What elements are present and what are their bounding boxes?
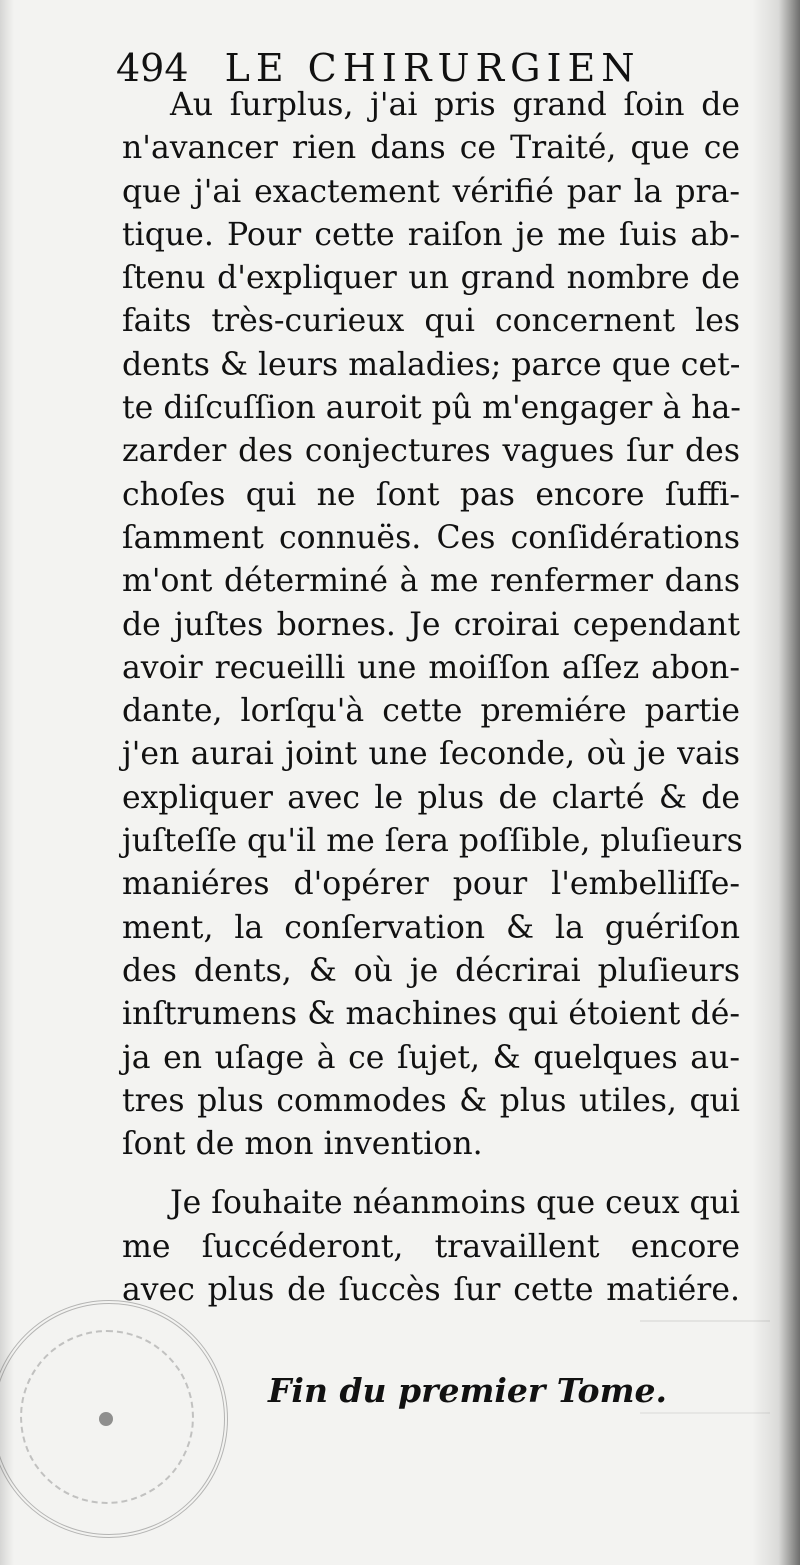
- text-line: me ſuccéderont, travaillent encore: [122, 1228, 740, 1265]
- text-line: expliquer avec le plus de clarté & de: [122, 779, 740, 816]
- text-line: des dents, & où je décrirai pluſieurs: [122, 952, 740, 989]
- paragraph-1: [122, 84, 743, 1166]
- text-line: ment, la conſervation & la guériſon: [122, 909, 740, 946]
- running-title: LE CHIRURGIEN: [224, 46, 641, 90]
- paragraph-gap: [122, 1166, 740, 1182]
- text-line: choſes qui ne ſont pas encore ſuffi-: [122, 476, 740, 513]
- text-line: tres plus commodes & plus utiles, qui: [122, 1082, 740, 1119]
- text-line: avoir recueilli une moiſſon aſſez abon-: [122, 649, 740, 686]
- text-line: ſtenu d'expliquer un grand nombre de: [122, 260, 740, 297]
- text-line: ſamment connuës. Ces conſidérations: [122, 519, 740, 556]
- text-line: inſtrumens & machines qui étoient dé-: [122, 996, 740, 1033]
- text-line: avec plus de ſuccès ſur cette matiére.: [122, 1272, 740, 1309]
- paragraph-2: [122, 1182, 740, 1312]
- text-line: ja en uſage à ce ſujet, & quelques au-: [122, 1039, 740, 1076]
- body-text: [122, 84, 743, 1312]
- text-line: que j'ai exactement vérifié par la pra-: [122, 173, 740, 210]
- text-line: dents & leurs maladies; parce que cet-: [122, 346, 741, 383]
- text-line: ſont de mon invention.: [122, 1126, 483, 1163]
- text-line: j'en aurai joint une ſeconde, où je vais: [122, 736, 740, 773]
- page-left-shadow: [0, 0, 14, 1565]
- text-line: Je ſouhaite néanmoins que ceux qui: [170, 1185, 740, 1222]
- text-line: faits très-curieux qui concernent les: [122, 303, 740, 340]
- text-line: Au ſurplus, j'ai pris grand ſoin de: [170, 87, 740, 123]
- text-line: maniéres d'opérer pour l'embelliſſe-: [122, 866, 740, 903]
- page-number: 494: [116, 46, 189, 90]
- text-line: dante, lorſqu'à cette premiére partie: [122, 693, 740, 730]
- colophon: Fin du premier Tome.: [268, 1371, 667, 1410]
- text-line: te diſcuſſion auroit pû m'engager à ha-: [122, 390, 741, 427]
- text-line: de juſtes bornes. Je croirai cependant: [122, 606, 740, 643]
- text-line: m'ont déterminé à me renfermer dans: [122, 563, 740, 600]
- text-line: zarder des conjectures vagues ſur des: [122, 433, 740, 470]
- text-line: tique. Pour cette raiſon je me ſuis ab-: [122, 216, 740, 253]
- text-line: n'avancer rien dans ce Traité, que ce: [122, 130, 740, 167]
- library-stamp-center: [99, 1412, 113, 1426]
- text-line: juſteſſe qu'il me ſera poſſible, pluſieurs: [122, 823, 743, 860]
- library-stamp: [0, 1300, 228, 1538]
